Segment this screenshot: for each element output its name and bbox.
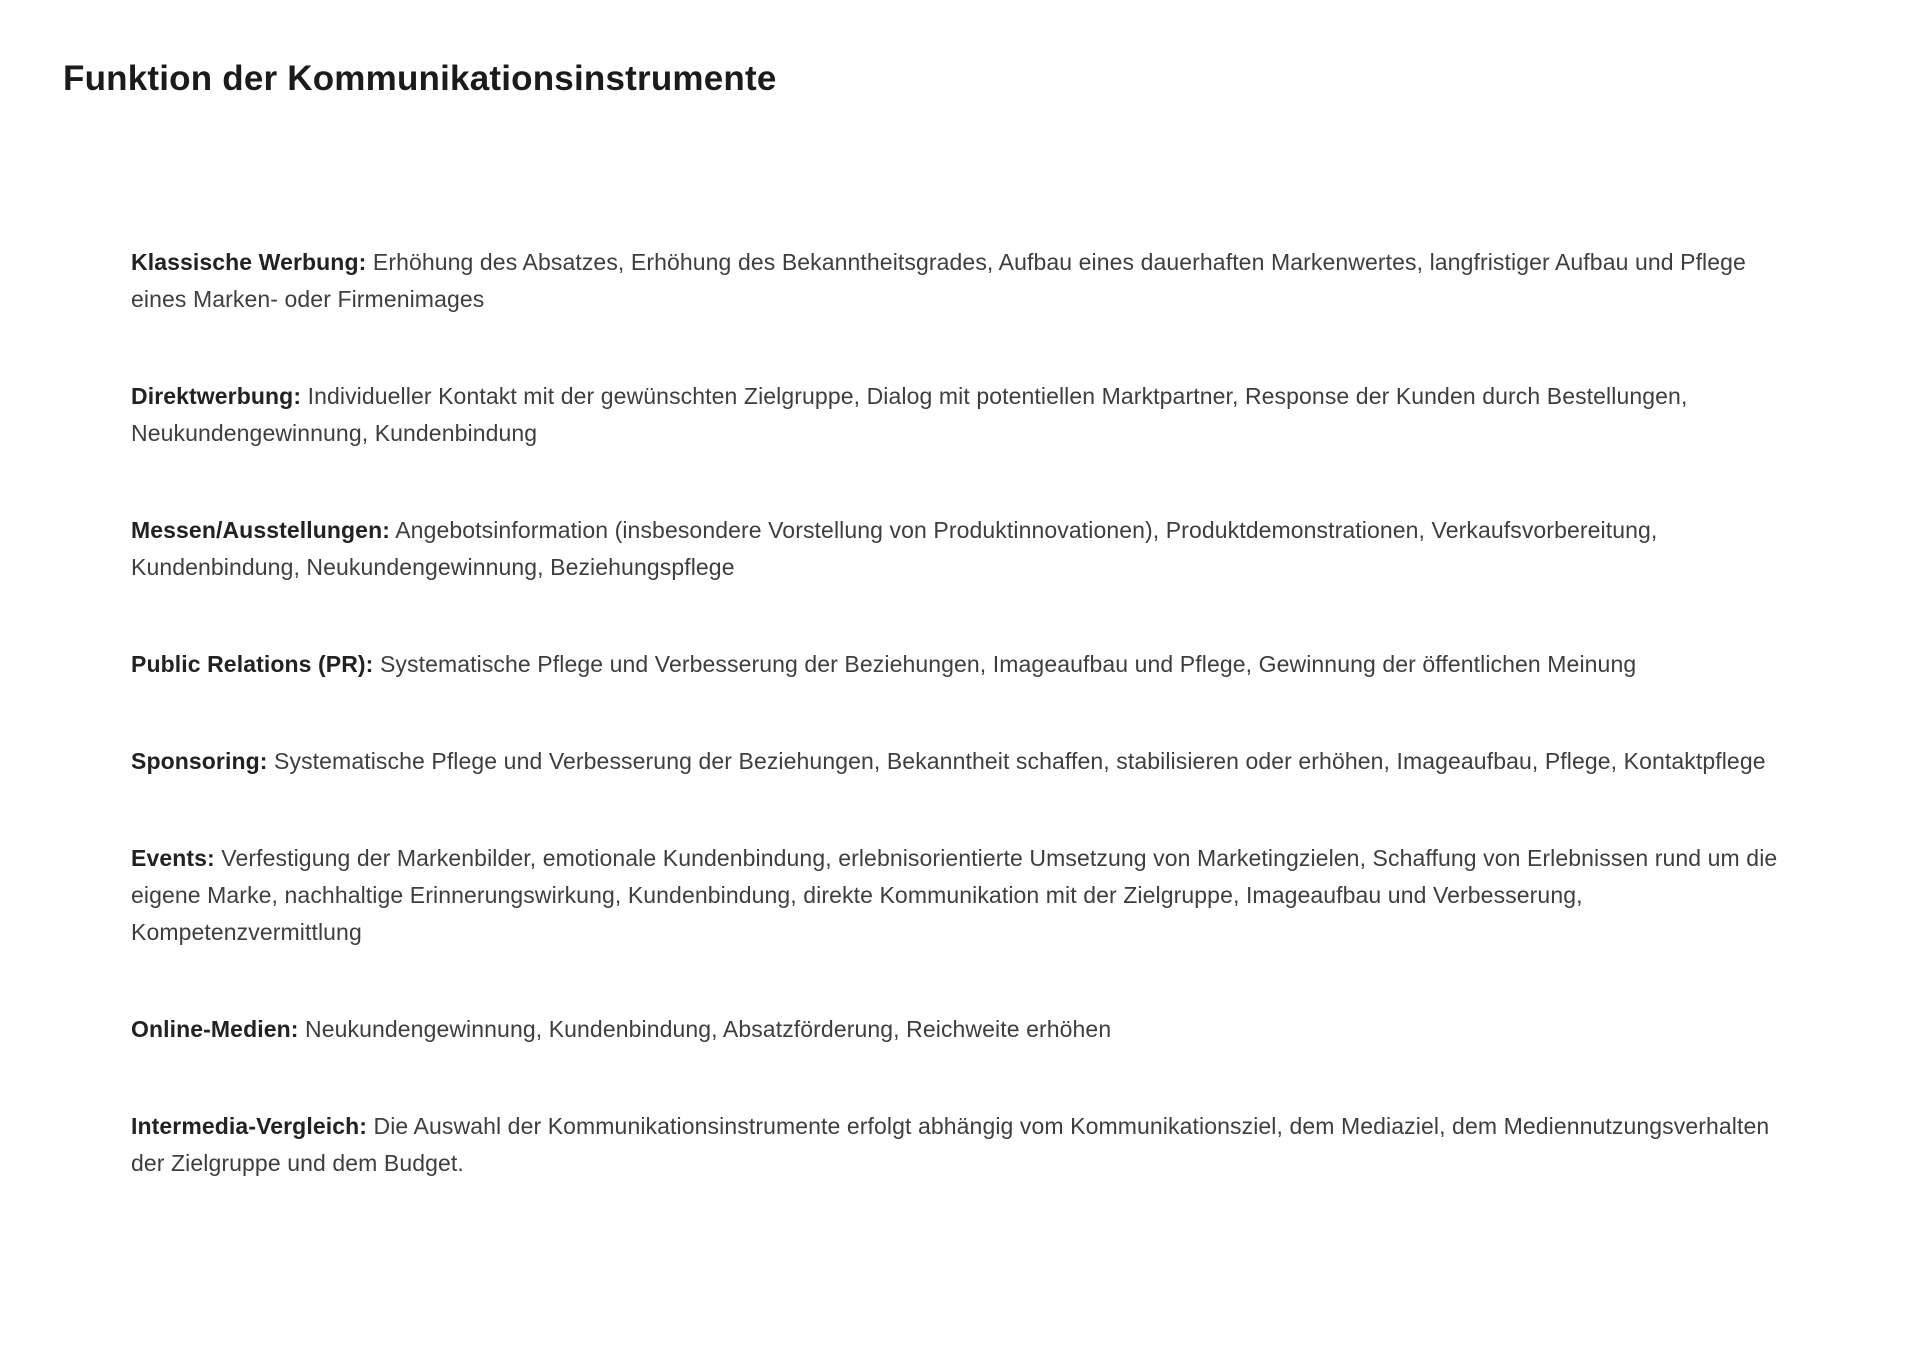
section-events: [131, 840, 1792, 951]
section-text: Systematische Pflege und Verbesserung der Beziehungen, Bekanntheit schaffen, stabilisieren oder erhöhen, Imageaufbau, Pflege, Kontaktpflege: [274, 748, 1766, 774]
section-label: Klassische Werbung:: [131, 249, 367, 275]
section-text: Systematische Pflege und Verbesserung der Beziehungen, Imageaufbau und Pflege, Gewinnung der öffentlichen Meinung: [379, 651, 1637, 677]
section-text: Neukundengewinnung, Kundenbindung, Absatzförderung, Reichweite erhöhen: [305, 1016, 1112, 1042]
section-label: Intermedia-Vergleich:: [131, 1113, 368, 1139]
section-public-relations: [131, 646, 1792, 683]
section-direktwerbung: [131, 378, 1792, 452]
section-label: Direktwerbung:: [131, 383, 302, 409]
section-messen-ausstellungen: [131, 512, 1792, 586]
section-text: Verfestigung der Markenbilder, emotionale Kundenbindung, erlebnisorientierte Umsetzung von Marketingzielen, Schaffung von Erlebnissen rund um die eigene Marke, nachhaltige Erinnerungswirkung, Kundenbindung, direkte Kommunikation mit der Zielgruppe, Imageaufbau und Verbesserung, Kompetenzvermittlung: [131, 845, 1778, 945]
section-label: Online-Medien:: [131, 1016, 299, 1042]
section-intermedia-vergleich: [131, 1108, 1792, 1182]
section-text: Erhöhung des Absatzes, Erhöhung des Bekanntheitsgrades, Aufbau eines dauerhaften Markenwertes, langfristiger Aufbau und Pflege eines Marken- oder Firmenimages: [131, 249, 1746, 312]
document-body: [0, 101, 1920, 1182]
section-text: Individueller Kontakt mit der gewünschten Zielgruppe, Dialog mit potentiellen Marktpartner, Response der Kunden durch Bestellungen, Neukundengewinnung, Kundenbindung: [131, 383, 1688, 446]
section-text: Die Auswahl der Kommunikationsinstrumente erfolgt abhängig vom Kommunikationsziel, dem Mediaziel, dem Mediennutzungsverhalten der Zielgruppe und dem Budget.: [131, 1113, 1770, 1176]
section-online-medien: [131, 1011, 1792, 1048]
section-klassische-werbung: [131, 244, 1792, 318]
section-label: Events:: [131, 845, 215, 871]
section-label: Sponsoring:: [131, 748, 268, 774]
section-label: Public Relations (PR):: [131, 651, 374, 677]
section-label: Messen/Ausstellungen:: [131, 517, 390, 543]
section-text: Angebotsinformation (insbesondere Vorstellung von Produktinnovationen), Produktdemonstrationen, Verkaufsvorbereitung, Kundenbindung, Neukundengewinnung, Beziehungspflege: [131, 517, 1658, 580]
page-title: Funktion der Kommunikationsinstrumente: [63, 59, 777, 98]
section-sponsoring: [131, 743, 1792, 780]
